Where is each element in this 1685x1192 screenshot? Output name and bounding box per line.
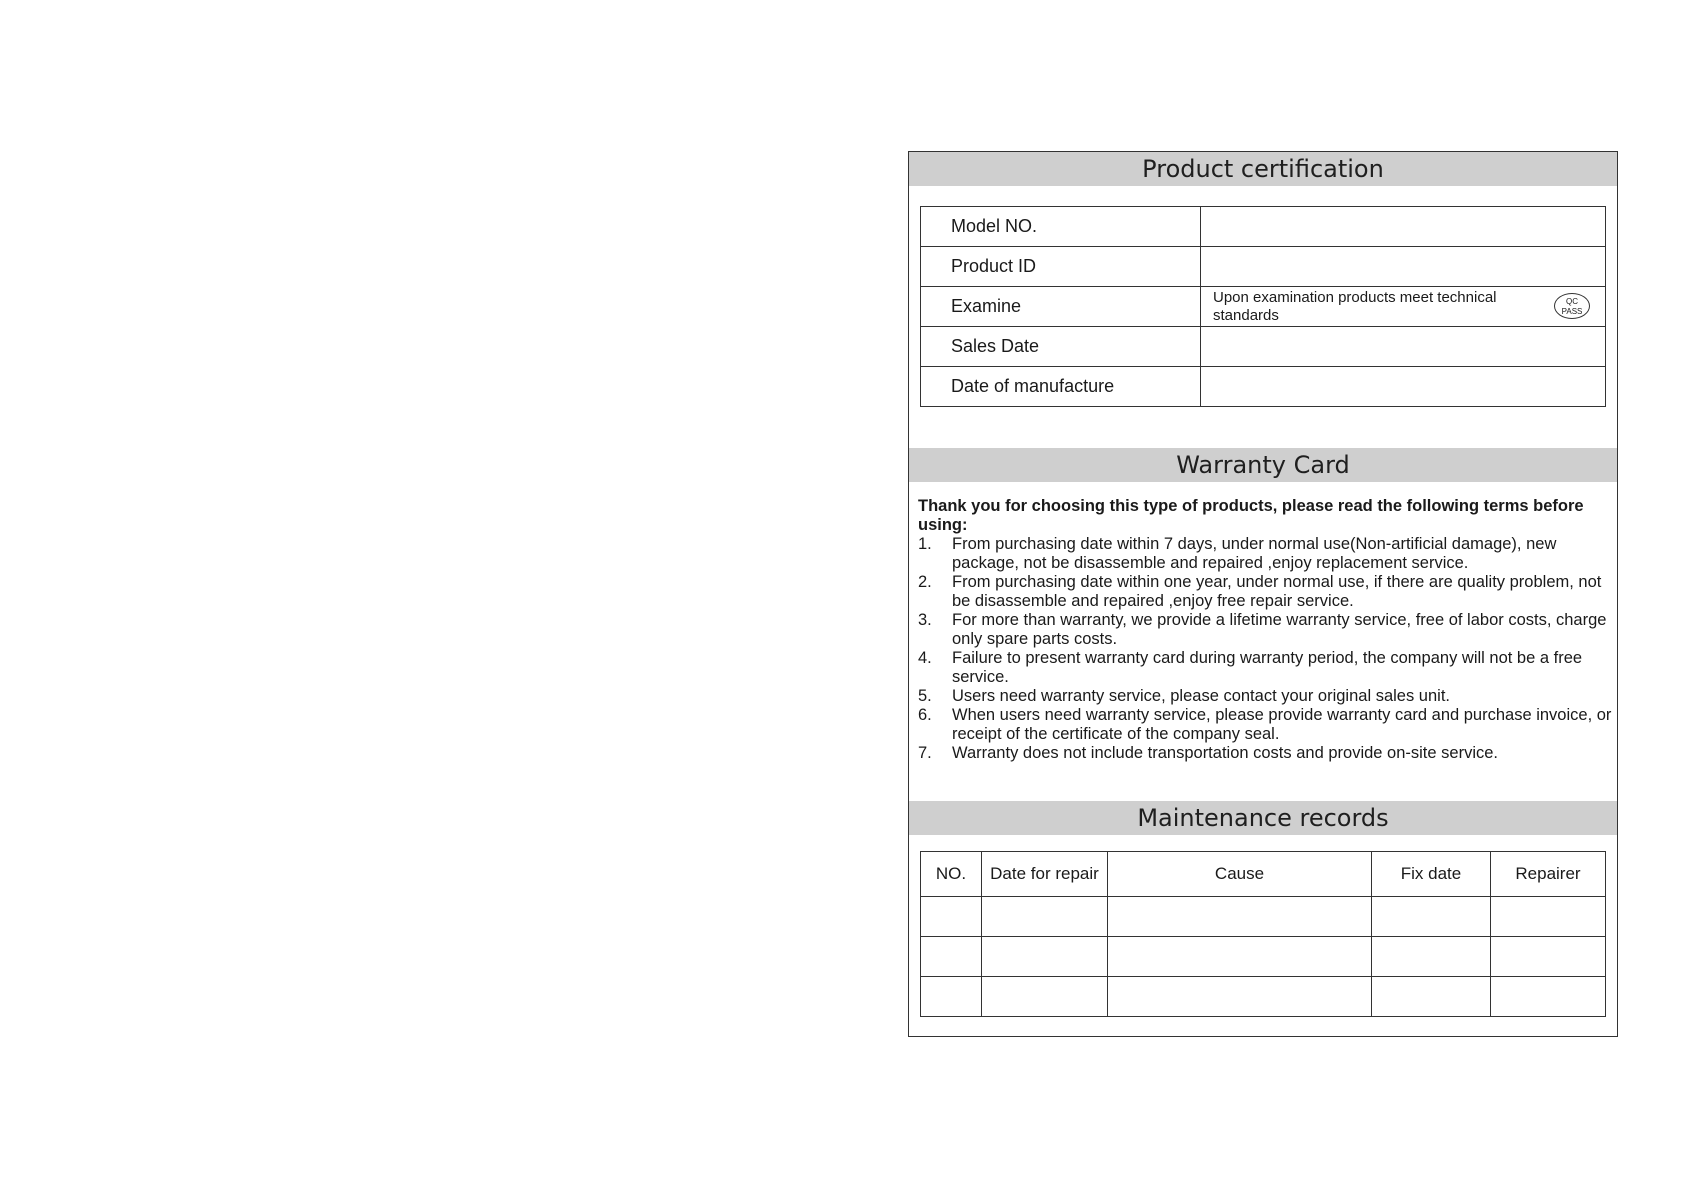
- col-header-no: NO.: [921, 852, 982, 897]
- maintenance-row: [921, 977, 1606, 1017]
- cell-repairer: [1491, 977, 1606, 1017]
- cell-date-for-repair: [982, 937, 1108, 977]
- term-text: Users need warranty service, please contact your original sales unit.: [952, 687, 1450, 705]
- cell-no: [921, 977, 982, 1017]
- maintenance-row: [921, 937, 1606, 977]
- col-header-fix-date: Fix date: [1372, 852, 1491, 897]
- cert-value-product-id: [1201, 247, 1606, 287]
- term-text: Failure to present warranty card during warranty period, the company will not be a free service.: [952, 649, 1583, 686]
- qc-stamp-line2: PASS: [1561, 307, 1583, 316]
- warranty-term: [918, 573, 1618, 611]
- cell-fix-date: [1372, 897, 1491, 937]
- cert-row-manufacture-date: [921, 367, 1606, 407]
- cert-value-manufacture-date: [1201, 367, 1606, 407]
- cert-label-model: Model NO.: [921, 207, 1201, 247]
- cell-fix-date: [1372, 977, 1491, 1017]
- warranty-term: [918, 687, 1618, 706]
- warranty-terms-list: [918, 535, 1618, 763]
- cert-row-product-id: [921, 247, 1606, 287]
- cell-date-for-repair: [982, 977, 1108, 1017]
- warranty-term: [918, 611, 1618, 649]
- cert-label-examine: Examine: [921, 287, 1201, 327]
- cell-repairer: [1491, 937, 1606, 977]
- cert-value-sales-date: [1201, 327, 1606, 367]
- term-number: 7.: [918, 744, 932, 762]
- qc-pass-stamp-icon: [1554, 293, 1590, 319]
- maintenance-records-table: [920, 851, 1606, 1017]
- cert-value-examine: [1201, 287, 1606, 327]
- cert-label-product-id: Product ID: [921, 247, 1201, 287]
- maintenance-row: [921, 897, 1606, 937]
- cell-cause: [1108, 977, 1372, 1017]
- maintenance-records-title: Maintenance records: [909, 801, 1617, 835]
- warranty-card-title: Warranty Card: [909, 448, 1617, 482]
- cell-repairer: [1491, 897, 1606, 937]
- term-number: 1.: [918, 535, 932, 553]
- term-text: When users need warranty service, please provide warranty card and purchase invoice, or receipt of the certificate of the company seal.: [952, 706, 1612, 743]
- cert-label-sales-date: Sales Date: [921, 327, 1201, 367]
- cell-no: [921, 937, 982, 977]
- cell-date-for-repair: [982, 897, 1108, 937]
- col-header-repairer: Repairer: [1491, 852, 1606, 897]
- cert-value-model: [1201, 207, 1606, 247]
- cert-label-manufacture-date: Date of manufacture: [921, 367, 1201, 407]
- term-number: 6.: [918, 706, 932, 724]
- term-text: Warranty does not include transportation costs and provide on-site service.: [952, 744, 1498, 762]
- cell-no: [921, 897, 982, 937]
- warranty-term: [918, 706, 1618, 744]
- product-certification-title: Product certification: [909, 152, 1617, 186]
- term-number: 2.: [918, 573, 932, 591]
- warranty-intro: Thank you for choosing this type of products, please read the following terms before using:: [918, 497, 1584, 534]
- maintenance-header-row: [921, 852, 1606, 897]
- cell-cause: [1108, 897, 1372, 937]
- warranty-card-page: [908, 151, 1618, 1037]
- qc-stamp-line1: QC: [1566, 297, 1578, 306]
- term-text: From purchasing date within one year, under normal use, if there are quality problem, not be disassemble and repaired ,enjoy free repair service.: [952, 573, 1602, 610]
- examine-text: Upon examination products meet technical standards: [1213, 288, 1497, 324]
- warranty-terms: [918, 497, 1618, 763]
- product-certification-table: [920, 206, 1606, 407]
- cell-fix-date: [1372, 937, 1491, 977]
- term-number: 5.: [918, 687, 932, 705]
- col-header-cause: Cause: [1108, 852, 1372, 897]
- col-header-date-for-repair: Date for repair: [982, 852, 1108, 897]
- cert-row-model: [921, 207, 1606, 247]
- cert-row-sales-date: [921, 327, 1606, 367]
- warranty-term: [918, 744, 1618, 763]
- term-number: 4.: [918, 649, 932, 667]
- cert-row-examine: [921, 287, 1606, 327]
- term-number: 3.: [918, 611, 932, 629]
- warranty-term: [918, 649, 1618, 687]
- cell-cause: [1108, 937, 1372, 977]
- term-text: For more than warranty, we provide a lifetime warranty service, free of labor costs, charge only spare parts costs.: [952, 611, 1607, 648]
- term-text: From purchasing date within 7 days, under normal use(Non-artificial damage), new package, not be disassemble and repaired ,enjoy replacement service.: [952, 535, 1557, 572]
- warranty-term: [918, 535, 1618, 573]
